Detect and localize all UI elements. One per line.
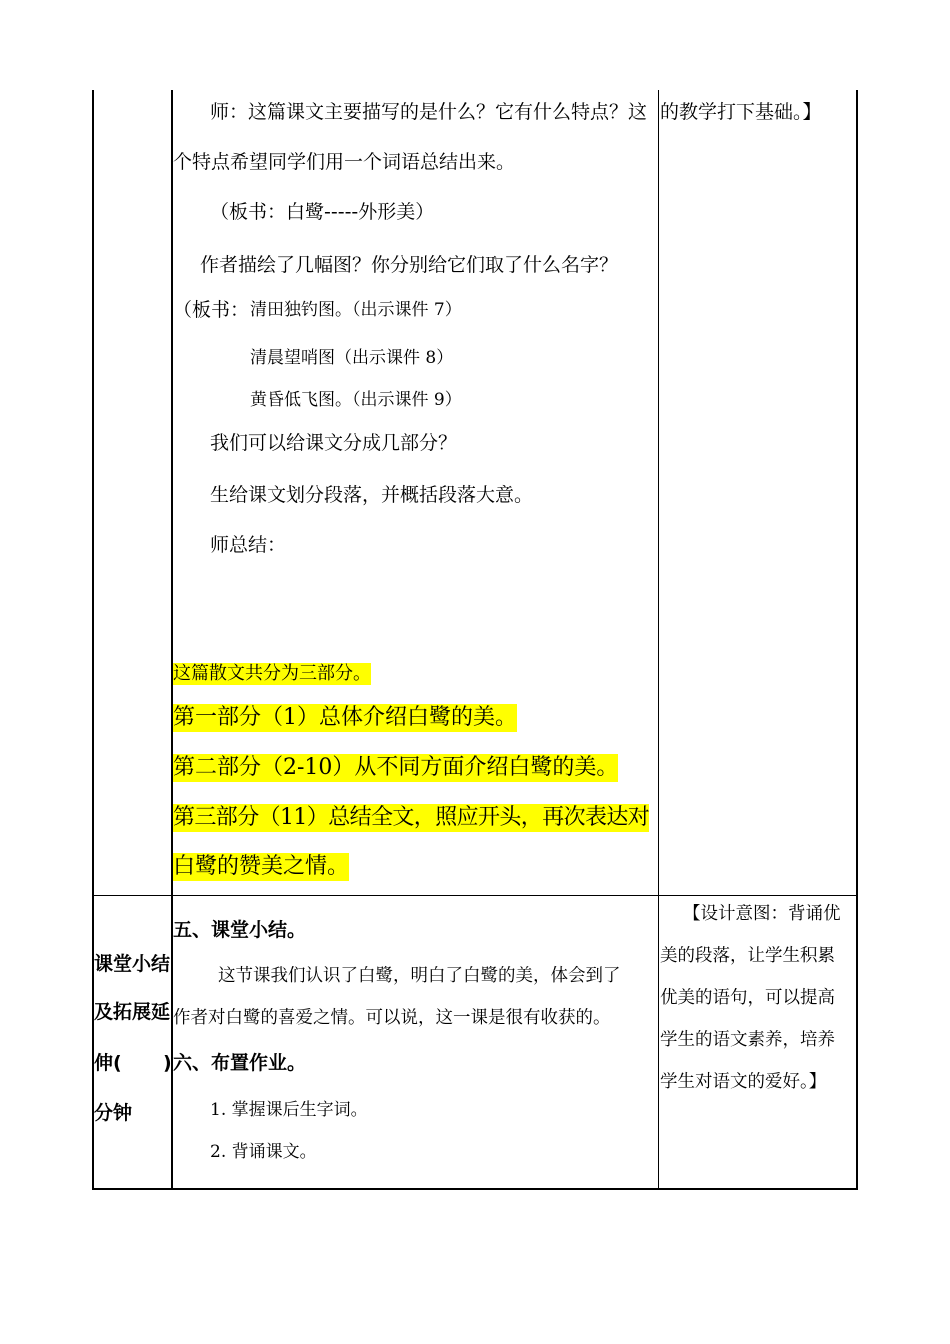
table-col-divider-2	[658, 90, 659, 1190]
teacher-question-line2: 个特点希望同学们用一个词语总结出来。	[173, 151, 516, 173]
summary-part-3-line1: 第三部分（11）总结全文，照应开头，再次表达对	[173, 805, 650, 830]
picture-title-3: 黄昏低飞图。（出示课件 9）	[250, 390, 462, 410]
section-heading-summary: 五、课堂小结。	[173, 919, 307, 941]
design-intent-line3: 优美的语句，可以提高	[660, 988, 835, 1008]
homework-item-2: 2. 背诵课文。	[210, 1142, 317, 1162]
summary-paragraph-line1: 这节课我们认识了白鹭，明白了白鹭的美，体会到了	[218, 966, 621, 986]
stage-label-line3: 伸(	[94, 1052, 122, 1074]
summary-part-2: 第二部分（2-10）从不同方面介绍白鹭的美。	[173, 755, 619, 780]
teacher-question-line1: 师：这篇课文主要描写的是什么？它有什么特点？这	[210, 101, 648, 123]
picture-title-2: 清晨望哨图（出示课件 8）	[250, 348, 454, 368]
summary-part-1: 第一部分（1）总体介绍白鹭的美。	[173, 705, 517, 730]
teacher-summary-label: 师总结：	[210, 534, 287, 556]
summary-part-3-line2: 白鹭的赞美之情。	[173, 854, 350, 879]
design-intent-line4: 学生的语文素养，培养	[660, 1030, 835, 1050]
design-intent-line5: 学生对语文的爱好。】	[660, 1072, 827, 1092]
table-row-divider	[92, 895, 858, 896]
summary-intro: 这篇散文共分为三部分。	[173, 663, 371, 684]
question-pictures: 作者描绘了几幅图？你分别给它们取了什么名字？	[200, 254, 619, 276]
design-intent-line2: 美的段落，让学生积累	[660, 946, 835, 966]
section-heading-homework: 六、布置作业。	[173, 1052, 307, 1074]
summary-paragraph-line2: 作者对白鹭的喜爱之情。可以说，这一课是很有收获的。	[173, 1008, 611, 1028]
homework-item-1: 1. 掌握课后生字词。	[210, 1100, 368, 1120]
design-note-continued: 的教学打下基础。】	[660, 101, 822, 123]
table-bottom-border	[92, 1188, 858, 1190]
table-right-border	[856, 90, 858, 1190]
question-parts: 我们可以给课文分成几部分？	[210, 432, 458, 454]
stage-label-paren-close: )	[163, 1052, 172, 1074]
stage-label-line4: 分钟	[94, 1102, 133, 1124]
stage-label-line2: 及拓展延	[94, 1001, 171, 1023]
table-left-border	[92, 90, 94, 1190]
picture-title-1: 清田独钓图。（出示课件 7）	[250, 300, 462, 320]
design-intent-line1: 【设计意图：背诵优	[683, 904, 841, 924]
stage-label-line1: 课堂小结	[94, 953, 171, 975]
student-task: 生给课文划分段落，并概括段落大意。	[210, 484, 534, 506]
board-note-shape: （板书：白鹭-----外形美）	[210, 201, 435, 223]
board-note-label: （板书：	[173, 299, 250, 321]
